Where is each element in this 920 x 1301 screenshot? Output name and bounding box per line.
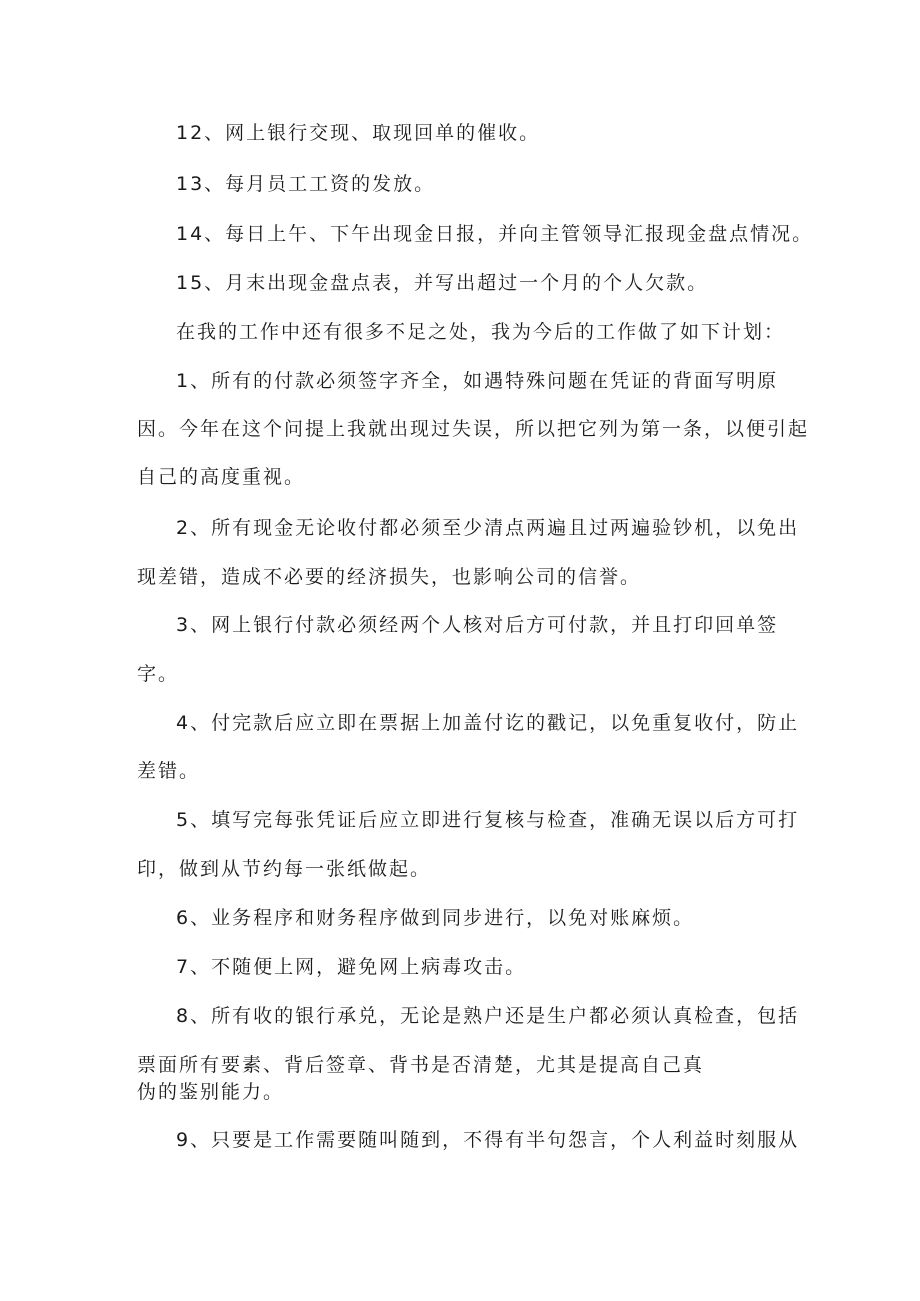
list-item: 15、月末出现金盘点表，并写出超过一个月的个人欠款。 (176, 272, 709, 294)
list-item: 8、所有收的银行承兑，无论是熟户还是生户都必须认真检查，包括 (176, 1005, 800, 1027)
list-item-continuation: 印，做到从节约每一张纸做起。 (137, 858, 432, 880)
list-item: 13、每月员工工资的发放。 (176, 173, 436, 195)
list-item-continuation: 现差错，造成不必要的经济损失，也影响公司的信誉。 (137, 566, 642, 588)
list-item: 12、网上银行交现、取现回单的催收。 (176, 122, 541, 144)
list-item: 3、网上银行付款必须经两个人核对后方可付款，并且打印回单签 (176, 614, 779, 636)
list-item: 1、所有的付款必须签字齐全，如遇特殊问题在凭证的背面写明原 (176, 370, 779, 392)
paragraph-intro: 在我的工作中还有很多不足之处，我为今后的工作做了如下计划： (176, 321, 786, 343)
list-item: 6、业务程序和财务程序做到同步进行，以免对账麻烦。 (176, 907, 695, 929)
list-item-continuation: 自己的高度重视。 (137, 466, 306, 488)
list-item: 14、每日上午、下午出现金日报，并向主管领导汇报现金盘点情况。 (176, 223, 814, 245)
list-item-continuation: 票面所有要素、背后签章、背书是否清楚，尤其是提高自己真 (137, 1054, 705, 1076)
list-item: 2、所有现金无论收付都必须至少清点两遍且过两遍验钞机，以免出 (176, 517, 800, 539)
list-item: 7、不随便上网，避免网上病毒攻击。 (176, 956, 527, 978)
list-item-continuation: 差错。 (137, 760, 201, 782)
list-item-continuation: 伪的鉴别能力。 (137, 1081, 285, 1103)
list-item: 9、只要是工作需要随叫随到，不得有半句怨言，个人利益时刻服从 (176, 1129, 800, 1151)
list-item: 4、付完款后应立即在票据上加盖付讫的戳记，以免重复收付，防止 (176, 712, 800, 734)
list-item-continuation: 字。 (137, 663, 180, 685)
list-item-continuation: 因。今年在这个问提上我就出现过失误，所以把它列为第一条，以便引起 (137, 418, 810, 440)
list-item: 5、填写完每张凭证后应立即进行复核与检查，准确无误以后方可打 (176, 809, 800, 831)
